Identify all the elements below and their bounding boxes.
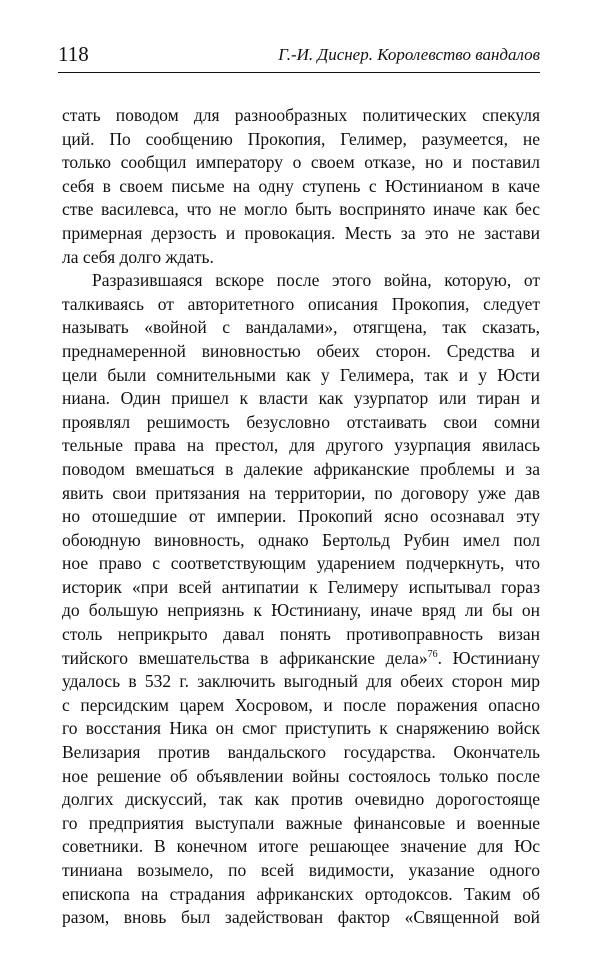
text-line: Разразившаяся вскоре после этого война, которую, от (92, 270, 540, 291)
text-segment: тийского вмешательства в африканские дела» (62, 647, 428, 668)
text-line: ное право с соответствующим ударением подчеркнуть, что (62, 553, 540, 574)
text-line: обоюдную виновность, однако Бертольд Рубин имел пол (62, 529, 540, 550)
text-line: го предприятия выступали важные финансовые и военные (62, 812, 540, 833)
text-line: долгих дискуссий, так как против очевидно дорогостояще (62, 789, 540, 810)
text-line: ное решение об объявлении войны состоялось только после (62, 765, 540, 786)
text-line: ла себя долго ждать. (62, 246, 214, 267)
text-line: разом, вновь был задействован фактор «Священной вой (62, 907, 540, 928)
text-line: поводом вмешаться в далекие африканские проблемы и за (62, 458, 540, 479)
page-header (58, 40, 540, 72)
text-line: но отошедшие от империи. Прокопий ясно осознавал эту (62, 506, 540, 527)
text-line: только сообщил императору о своем отказе, но и поставил (62, 152, 540, 173)
text-line: епископа на страдания африканских ортодоксов. Таким об (62, 883, 540, 904)
text-line: советники. В конечном итоге решающее значение для Юс (62, 836, 540, 857)
text-line: Велизария против вандальского государства. Окончатель (62, 742, 540, 763)
text-line: удалось в 532 г. заключить выгодный для обеих сторон мир (62, 671, 540, 692)
text-line: себя в своем письме на одну ступень с Юстинианом в каче (62, 175, 540, 196)
text-line: ниана. Один пришел к власти как узурпатор или тиран и (62, 388, 540, 409)
text-segment: . Юстиниану (437, 647, 540, 668)
page-number: 118 (58, 42, 89, 66)
text-line: проявлял решимость безусловно отстаивать свои сомни (62, 411, 540, 432)
running-title: Г.-И. Диснер. Королевство вандалов (278, 45, 540, 64)
text-line: преднамеренной виновностью обеих сторон. Средства и (62, 340, 540, 361)
text-line: с персидским царем Хосровом, и после поражения опасно (62, 694, 540, 715)
text-line: до большую неприязнь к Юстиниану, иначе вряд ли бы он (62, 600, 540, 621)
text-line-with-footnote (62, 647, 540, 671)
text-line: цели были сомнительными как у Гелимера, так и у Юсти (62, 364, 540, 385)
text-line: стве василевса, что не могло быть воспринято иначе как бес (62, 199, 540, 220)
text-line: ций. По сообщению Прокопия, Гелимер, разумеется, не (62, 128, 540, 149)
footnote-marker: 76 (427, 648, 438, 660)
header-rule (58, 72, 540, 73)
body-text (62, 104, 540, 930)
text-line: столь неприкрыто давал понять противоправность визан (62, 624, 540, 645)
text-line: явить свои притязания на территории, по договору уже дав (62, 482, 540, 503)
text-line: талкиваясь от авторитетного описания Прокопия, следует (62, 293, 540, 314)
text-line: тиниана возымело, по всей видимости, указание одного (62, 860, 540, 880)
text-line: тельные права на престол, для другого узурпация явилась (62, 435, 540, 456)
text-line: стать поводом для разнообразных политических спекуля (62, 105, 540, 125)
text-line: примерная дерзость и провокация. Месть за это не застави (62, 222, 540, 243)
text-line: историк «при всей антипатии к Гелимеру испытывал гораз (62, 576, 540, 597)
text-line: го восстания Ника он смог приступить к снаряжению войск (62, 718, 540, 739)
text-line: называть «войной с вандалами», отягщена, так сказать, (62, 317, 540, 338)
